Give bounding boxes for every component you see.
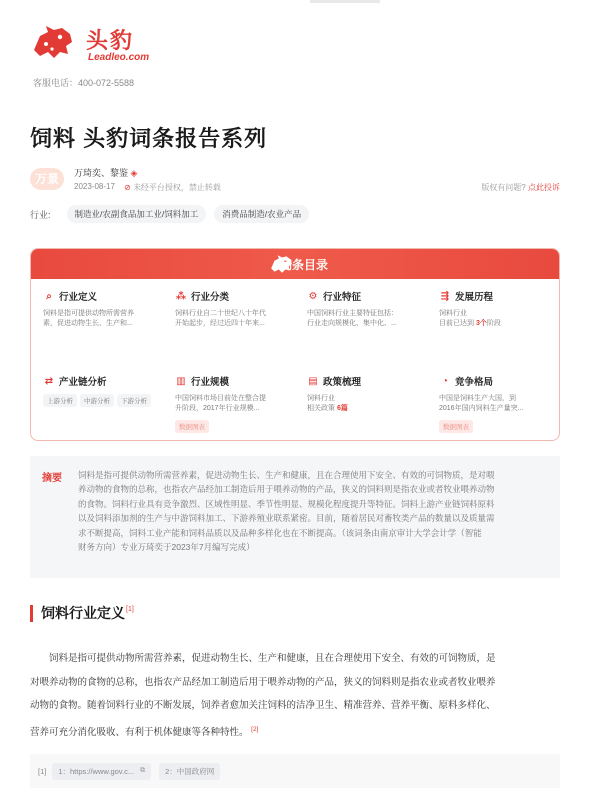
desc-line: 饲料行业自二十世纪八十年代 (175, 310, 266, 317)
desc-line (307, 404, 427, 414)
desc-line: 饲料行业 (307, 395, 335, 402)
bar-chart-icon: ▥ (176, 375, 186, 387)
policy-count: 6篇 (336, 405, 348, 412)
catalog-item-scale[interactable] (175, 374, 295, 434)
abstract-line: 饲料是指可提供动物所需营养素，促进动物生长、生产和健康，且在合理使用下安全、有效的可饲物质，是对喂 (78, 470, 495, 480)
publish-date: 2023-08-17 (74, 182, 115, 191)
catalog-item-competition[interactable] (439, 374, 559, 434)
brand-name: 头豹 (86, 28, 135, 53)
page-title: 饲料 头豹词条报告系列 (30, 126, 268, 151)
chain-chip[interactable]: 上游分析 (43, 394, 77, 407)
abstract-text (78, 468, 495, 568)
catalog-item-title: 发展历程 (455, 292, 494, 303)
desc-line: 开始起步，经过近四十年来... (175, 320, 265, 327)
catalog-title: 词条目录 (279, 258, 328, 272)
leopard-logo-icon (30, 22, 74, 62)
catalog-item-title: 行业特征 (323, 292, 362, 303)
catalog-item-policy[interactable] (307, 374, 427, 414)
desc-line: 素，促进动物生长、生产和... (43, 320, 133, 327)
reference-text: 1：https://www.gov.c... (58, 766, 135, 776)
rights-question: 版权有问题? (481, 183, 526, 192)
permission-text: 未经平台授权，禁止转载 (132, 183, 221, 192)
reference-number: [1] (38, 766, 47, 776)
catalog-item-heading (439, 289, 559, 303)
abstract-line: 以及饲料添加剂的生产与中游饲料加工、下游养殖业联系紧密。目前，随着居民对畜牧类产品的数量以及质量需 (78, 513, 495, 524)
desc-text: 阶段 (486, 320, 501, 327)
catalog-item-title: 行业定义 (59, 292, 98, 303)
data-chart-chip[interactable]: 数据图表 (175, 420, 209, 433)
catalog-item-chain[interactable] (43, 374, 163, 408)
author-names[interactable] (74, 166, 137, 179)
pie-chart-icon: ◔ (441, 375, 449, 387)
catalog-item-heading (307, 374, 427, 388)
author-badge-icon: ◈ (130, 168, 138, 178)
definition-icon: ⌕ (46, 290, 52, 302)
catalog-item-heading (439, 374, 559, 388)
catalog-item-desc (307, 309, 427, 329)
catalog-item-desc (439, 394, 559, 414)
brand-logo[interactable] (30, 18, 170, 80)
abstract-line: 的食物。饲料行业具有竞争激烈、区域性明显、季节性明显、规模化程度提升等特征。饲料上游产业链饲料原料 (78, 498, 495, 509)
catalog-item-desc (439, 309, 559, 329)
catalog-item-title: 行业分类 (191, 292, 230, 303)
catalog-panel (30, 248, 560, 441)
complaint-link[interactable]: 点此投诉 (528, 183, 560, 192)
section-accent-bar (30, 605, 33, 622)
chain-icon: ⇄ (44, 375, 54, 387)
desc-line: 中国是饲料生产大国，到 (439, 395, 516, 402)
permission-notice (124, 182, 221, 193)
desc-text: 目前已达到 (439, 320, 476, 327)
ban-icon: ⊘ (124, 183, 131, 192)
abstract-label: 摘要 (42, 473, 62, 484)
section-title: 饲料行业定义 (41, 605, 125, 621)
data-chart-chip[interactable]: 数据图表 (439, 420, 473, 433)
catalog-item-desc (307, 394, 427, 414)
abstract-line: 财务方向）专业万琦奕于2023年7月编写完成） (78, 542, 255, 553)
abstract-line: 求不断提高，饲料工业产能和饲料品质以及品种多样化也在不断提高。（该词条由南京审计大学会计学（智能 (78, 527, 482, 538)
industry-tag[interactable]: 消费品制造/农业产品 (214, 205, 309, 223)
desc-line: 行业走向规模化、集中化、... (307, 320, 397, 327)
desc-line (439, 319, 559, 329)
desc-line: 中国饲料行业主要特征包括： (307, 310, 398, 317)
chain-chip[interactable]: 下游分析 (117, 394, 151, 407)
catalog-item-heading (307, 289, 427, 303)
copy-icon[interactable]: ⧉ (140, 767, 146, 774)
catalog-item-features[interactable] (307, 289, 427, 329)
body-line: 动物的食物。随着饲料行业的不断发展，饲养者愈加关注饲料的洁净卫生、精准营养、营养平衡、原料多样化、 (30, 700, 496, 711)
chain-chips (43, 388, 163, 408)
reference-box (30, 754, 560, 788)
desc-line: 2016年国内饲料生产量突... (439, 405, 524, 412)
top-edge-fragment (310, 0, 380, 3)
stage-count: 3个 (475, 320, 487, 327)
catalog-item-heading (175, 289, 295, 303)
catalog-item-title: 政策梳理 (323, 377, 362, 388)
desc-line: 饲料行业 (439, 310, 467, 317)
service-phone: 客服电话：400-072-5588 (33, 78, 135, 88)
section-heading (30, 604, 134, 622)
desc-line: 中国饲料市场目前处在整合提 (175, 395, 266, 402)
policy-icon: ▤ (308, 375, 318, 387)
abstract-line: 养动物的食物的总称，也指农产品经加工制造后用于喂养动物的产品，狭义的饲料则是指农业或者牧业喂养动物 (78, 484, 495, 495)
section-ref-link[interactable]: [1] (126, 605, 134, 613)
desc-line: 升阶段，2017年行业规模... (175, 405, 260, 412)
features-icon: ⚙ (308, 290, 318, 302)
reference-text: 2：中国政府网 (165, 766, 215, 776)
desc-line: 饲料是指可提供动物所需营养 (43, 310, 134, 317)
industry-row (30, 205, 317, 223)
section-body (30, 647, 562, 744)
rights-notice (481, 182, 560, 193)
catalog-item-history[interactable] (439, 289, 559, 329)
classification-icon: ⁂ (175, 290, 187, 302)
industry-tag[interactable]: 制造业/农副食品加工业/饲料加工 (67, 205, 207, 223)
catalog-item-desc (43, 309, 163, 329)
catalog-item-heading (43, 289, 163, 303)
body-line: 对喂养动物的食物的总称，也指农产品经加工制造后用于喂养动物的产品，狭义的饲料则是指农业或者牧业喂养 (30, 676, 496, 688)
author-avatar: 万景 (30, 168, 64, 190)
catalog-item-desc (175, 394, 295, 414)
catalog-item-heading (43, 374, 163, 388)
desc-text: 相关政策 (307, 405, 337, 412)
reference-link[interactable] (159, 763, 220, 780)
ref-link[interactable]: [2] (251, 725, 259, 733)
catalog-item-classification[interactable] (175, 289, 295, 329)
catalog-item-definition[interactable] (43, 289, 163, 329)
catalog-item-heading (175, 374, 295, 388)
author-names-text: 万琦奕、黎鉴 (74, 168, 129, 178)
abstract-box (30, 456, 560, 578)
body-text: 营养可充分消化吸收、有利于机体健康等各种特性。 (30, 726, 249, 738)
chain-chip[interactable]: 中游分析 (80, 394, 114, 407)
reference-link[interactable] (52, 763, 151, 780)
catalog-item-title: 竞争格局 (455, 377, 494, 388)
history-icon: ⇶ (440, 290, 450, 302)
catalog-item-desc (175, 309, 295, 329)
catalog-item-title: 产业链分析 (59, 377, 107, 388)
body-line: 饲料是指可提供动物所需营养素，促进动物生长、生产和健康，且在合理使用下安全、有效的可饲物质，是 (49, 653, 496, 664)
industry-label: 行业: (30, 209, 51, 220)
body-line (30, 718, 562, 745)
brand-domain: Leadleo.com (88, 52, 150, 63)
catalog-item-title: 行业规模 (191, 377, 230, 388)
catalog-header (31, 249, 559, 279)
